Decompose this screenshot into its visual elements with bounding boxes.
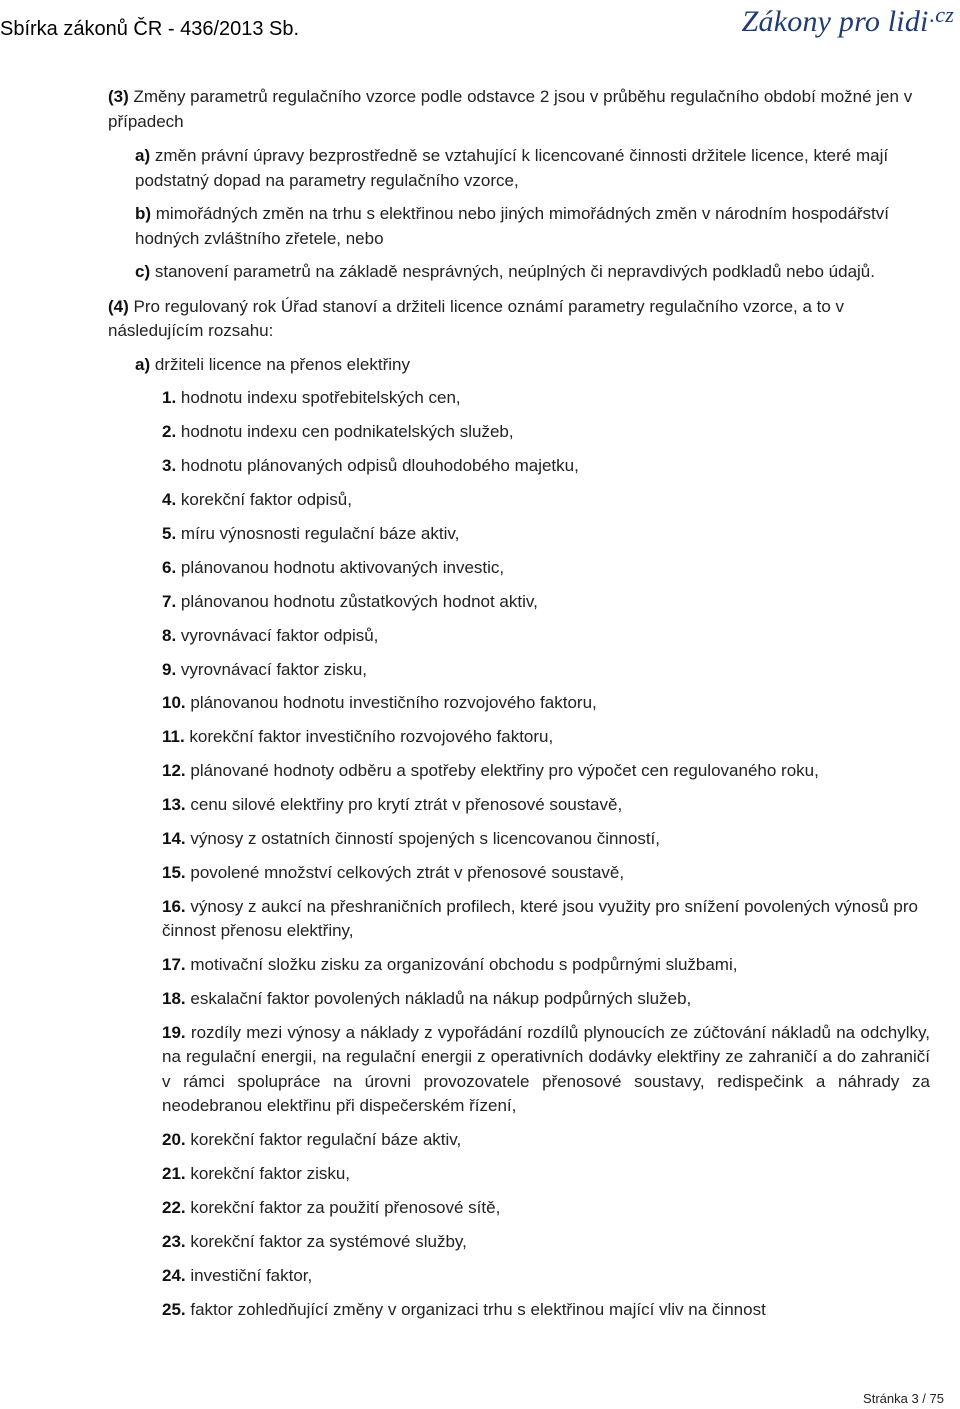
item-number: 24. [162, 1265, 186, 1285]
item-number: 10. [162, 693, 186, 713]
paragraph-p4 [108, 295, 930, 344]
paragraph-text: změn právní úpravy bezprostředně se vztahující k licencované činnosti držitele licence, které mají podstatný dopad na parametry regulačního vzorce, [135, 146, 889, 190]
list-item [162, 386, 930, 411]
list-item [162, 590, 930, 615]
item-number: 7. [162, 591, 177, 611]
item-text: hodnotu plánovaných odpisů dlouhodobého majetku, [176, 456, 579, 476]
paragraph-text: stanovení parametrů na základě nesprávných, neúplných či nepravdivých podkladů nebo údajů. [150, 262, 875, 281]
item-text: motivační složku zisku za organizování obchodu s podpůrnými službami, [185, 955, 738, 975]
item-number: 2. [162, 422, 177, 442]
item-text: eskalační faktor povolených nákladů na nákup podpůrných služeb, [185, 989, 692, 1009]
item-number: 15. [162, 862, 186, 882]
page-number: Stránka 3 / 75 [863, 1391, 944, 1406]
item-text: rozdíly mezi výnosy a náklady z vypořádání rozdílů plynoucích ze zúčtování nákladů na odchylky, na regulační energii, na regulační energii z operativních dodávky elektřiny ze zahraničí a do zahraničí v rámci spolupráce na úrovni provozovatele přenosové soustavy, redispečink a náhrady za neodebranou elektřinu při dispečerském řízení, [162, 1022, 930, 1116]
list-item [162, 1128, 930, 1153]
paragraph-p3a [135, 144, 930, 193]
logo-suffix: .cz [929, 2, 954, 27]
list-item [162, 1230, 930, 1255]
paragraphs [108, 85, 930, 377]
site-logo[interactable] [742, 2, 954, 39]
item-text: korekční faktor regulační báze aktiv, [185, 1130, 462, 1150]
paragraph-number: (4) [108, 296, 129, 316]
item-text: cenu silové elektřiny pro krytí ztrát v přenosové soustavě, [185, 795, 623, 815]
item-text: plánované hodnoty odběru a spotřeby elektřiny pro výpočet cen regulovaného roku, [185, 761, 819, 781]
item-number: 5. [162, 523, 177, 543]
item-number: 16. [162, 896, 186, 916]
list-item [162, 759, 930, 784]
item-number: 11. [162, 727, 185, 747]
list-item [162, 1298, 930, 1323]
list-item [162, 1264, 930, 1289]
item-text: výnosy z ostatních činností spojených s licencovanou činností, [185, 828, 661, 848]
list-item [162, 488, 930, 513]
paragraph-p3c [135, 260, 930, 285]
list-item [162, 987, 930, 1012]
list-item [162, 1162, 930, 1187]
item-number: 13. [162, 795, 186, 815]
paragraph-text: Pro regulovaný rok Úřad stanoví a držiteli licence oznámí parametry regulačního vzorce, a to v následujícím rozsahu: [108, 296, 845, 340]
list-item [162, 691, 930, 716]
item-text: plánovanou hodnotu zůstatkových hodnot aktiv, [176, 591, 538, 611]
item-number: 20. [162, 1130, 186, 1150]
item-text: hodnotu indexu cen podnikatelských služeb, [176, 422, 514, 442]
item-number: 4. [162, 490, 177, 510]
item-number: 12. [162, 761, 186, 781]
list-item [162, 793, 930, 818]
item-text: míru výnosnosti regulační báze aktiv, [176, 523, 460, 543]
paragraph-p3 [108, 85, 930, 134]
item-text: korekční faktor zisku, [185, 1164, 351, 1184]
list-item [162, 658, 930, 683]
list-item [162, 895, 930, 944]
list-item [162, 861, 930, 886]
item-number: 17. [162, 955, 186, 975]
paragraph-text: Změny parametrů regulačního vzorce podle odstavce 2 jsou v průběhu regulačního období možné jen v případech [108, 87, 913, 131]
paragraph-number: c) [135, 262, 151, 281]
item-number: 1. [162, 388, 177, 408]
item-number: 23. [162, 1231, 186, 1251]
item-text: hodnotu indexu spotřebitelských cen, [176, 388, 461, 408]
paragraph-p4a [135, 353, 930, 378]
list-item [162, 1021, 930, 1119]
paragraph-number: a) [135, 146, 151, 165]
item-number: 3. [162, 456, 177, 476]
page-header [0, 0, 960, 50]
item-number: 25. [162, 1299, 186, 1319]
item-number: 19. [162, 1022, 186, 1042]
item-text: investiční faktor, [185, 1265, 313, 1285]
paragraph-p3b [135, 202, 930, 251]
parameter-list [108, 386, 930, 1322]
paragraph-text: držiteli licence na přenos elektřiny [150, 354, 410, 374]
item-number: 6. [162, 557, 177, 577]
paragraph-number: b) [135, 204, 152, 223]
paragraph-number: a) [135, 354, 151, 374]
logo-text: Zákony pro lidi [741, 5, 929, 38]
list-item [162, 953, 930, 978]
item-text: vyrovnávací faktor odpisů, [176, 625, 379, 645]
item-number: 14. [162, 828, 186, 848]
document-title: Sbírka zákonů ČR - 436/2013 Sb. [0, 18, 300, 40]
list-item [162, 1196, 930, 1221]
item-number: 22. [162, 1198, 186, 1218]
paragraph-text: mimořádných změn na trhu s elektřinou nebo jiných mimořádných změn v národním hospodářství hodných zvláštního zřetele, nebo [135, 204, 890, 248]
item-text: vyrovnávací faktor zisku, [176, 659, 368, 679]
list-item [162, 556, 930, 581]
list-item [162, 420, 930, 445]
item-number: 9. [162, 659, 177, 679]
item-number: 18. [162, 989, 186, 1009]
item-text: korekční faktor odpisů, [176, 490, 352, 510]
item-text: povolené množství celkových ztrát v přenosové soustavě, [185, 862, 625, 882]
item-text: korekční faktor za systémové služby, [185, 1231, 467, 1251]
law-text [108, 85, 930, 1322]
list-item [162, 827, 930, 852]
item-number: 21. [162, 1164, 186, 1184]
list-item [162, 522, 930, 547]
list-item [162, 725, 930, 750]
item-text: faktor zohledňující změny v organizaci trhu s elektřinou mající vliv na činnost [185, 1299, 766, 1319]
item-text: plánovanou hodnotu aktivovaných investic, [176, 557, 505, 577]
item-text: výnosy z aukcí na přeshraničních profilech, které jsou využity pro snížení povolených výnosů pro činnost přenosu elektřiny, [162, 896, 918, 941]
item-text: korekční faktor za použití přenosové sítě, [185, 1198, 501, 1218]
item-number: 8. [162, 625, 177, 645]
item-text: korekční faktor investičního rozvojového faktoru, [184, 727, 554, 747]
list-item [162, 624, 930, 649]
paragraph-number: (3) [108, 87, 129, 106]
list-item [162, 454, 930, 479]
item-text: plánovanou hodnotu investičního rozvojového faktoru, [185, 693, 597, 713]
